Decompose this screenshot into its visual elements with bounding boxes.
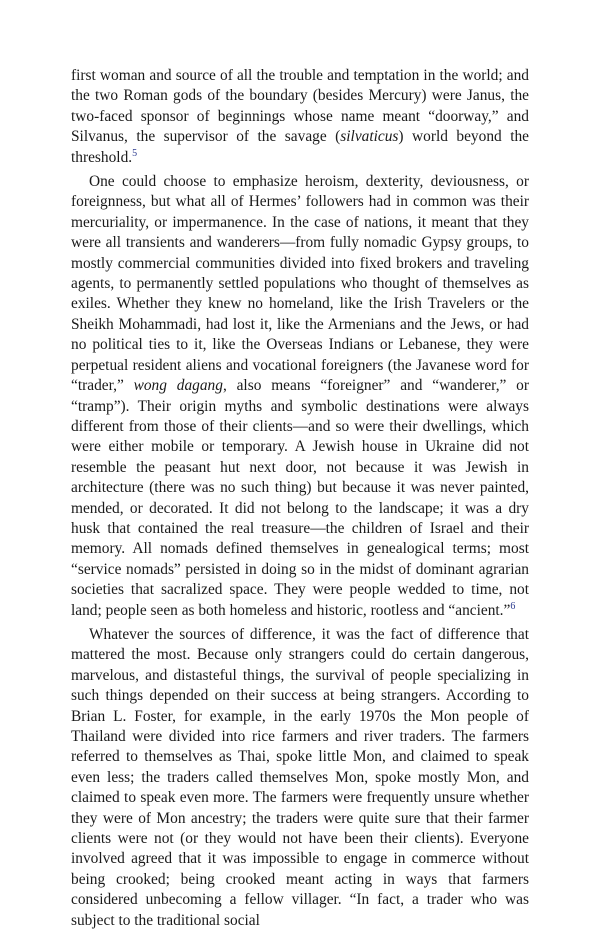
text-run: One could choose to emphasize heroism, dexterity, deviousness, or foreignness, but what all of Hermes’ followers had in common was their mercuriality, or impermanence. In the case of nations, it meant that they were all transients and wanderers—from fully nomadic Gypsy groups, to mostly commercial communities divided into fixed brokers and traveling agents, to permanently settled populations who thought of themselves as exiles. Whether they knew no homeland, like the Irish Travelers or the Sheikh Mohammadi, had lost it, like the Armenians and the Jews, or had no political ties to it, like the Overseas Indians or Lebanese, they were perpetual resident aliens and vocational foreigners (the Javanese word for “trader,”	[71, 173, 529, 395]
text-run: , also means “foreigner” and “wanderer,” or “tramp”). Their origin myths and symbolic destinations were always different from those of their clients—and so were their dwellings, which were either mobile or temporary. A Jewish house in Ukraine did not resemble the peasant hut next door, not because it was Jewish in architecture (there was no such thing) but because it was never painted, mended, or decorated. It did not belong to the landscape; it was a dry husk that contained the real treasure—the children of Israel and their memory. All nomads defined themselves in genealogical terms; most “service nomads” persisted in doing so in the midst of dominant agrarian societies that sacralized space. They were people wedded to time, not land; people seen as both homeless and historic, rootless and “ancient.”	[71, 377, 530, 619]
footnote-marker[interactable]: 6	[510, 600, 516, 612]
body-text	[71, 66, 529, 931]
paragraph-2	[71, 172, 529, 621]
text-run: ) world beyond the threshold.	[71, 128, 529, 166]
italic-term: wong dagang	[133, 377, 223, 395]
italic-term: silvaticus	[340, 128, 399, 146]
text-run: first woman and source of all the trouble and temptation in the world; and the two Roman gods of the boundary (besides Mercury) were Janus, the two-faced sponsor of beginnings whose name meant “doorway,” and Silvanus, the supervisor of the savage (	[71, 67, 529, 146]
paragraph-1	[71, 66, 529, 168]
paragraph-3	[71, 625, 529, 931]
footnote-marker[interactable]: 5	[132, 147, 138, 159]
text-run: Whatever the sources of difference, it was the fact of difference that mattered the most. Because only strangers could do certain dangerous, marvelous, and distasteful things, the survival of people specializing in such things depended on their success at being strangers. According to Brian L. Foster, for example, in the early 1970s the Mon people of Thailand were divided into rice farmers and river traders. The farmers referred to themselves as Thai, spoke little Mon, and claimed to speak even less; the traders called themselves Mon, spoke mostly Mon, and claimed to speak even more. The farmers were frequently unsure whether they were of Mon ancestry; the traders were quite sure that their farmer clients were not (or they would not have been their clients). Everyone involved agreed that it was impossible to engage in commerce without being crooked; being crooked meant acting in ways that farmers considered unbecoming a fellow villager. “In fact, a trader who was subject to the traditional social	[71, 625, 529, 929]
